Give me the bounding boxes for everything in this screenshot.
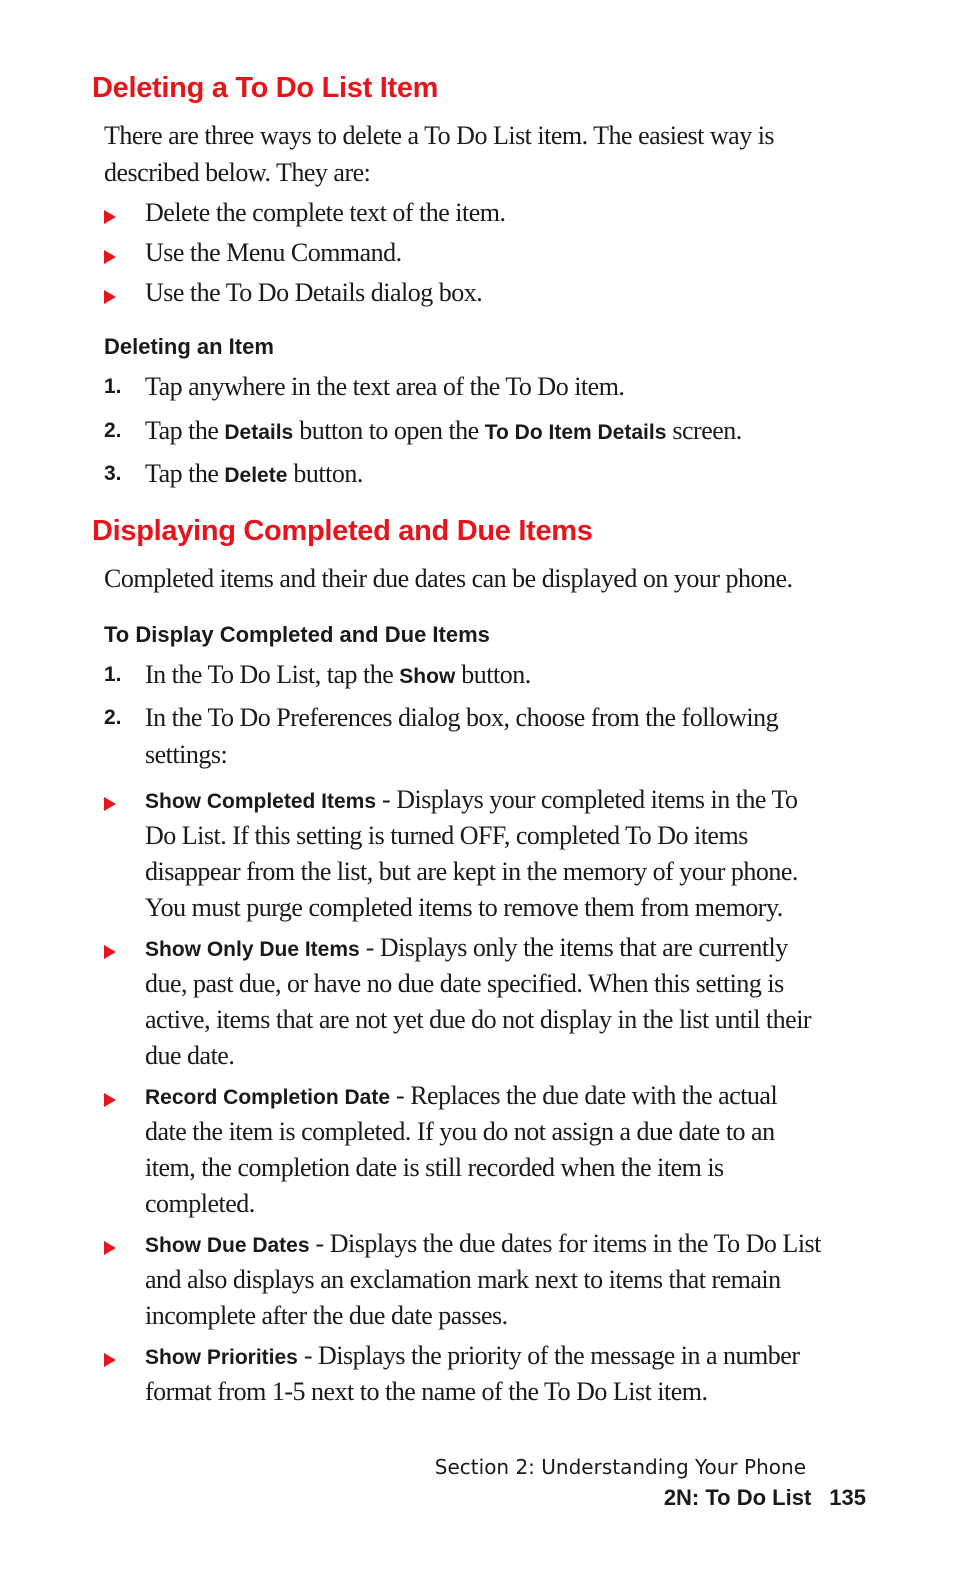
bullet-arrow-icon bbox=[104, 1241, 116, 1255]
details-label: Details bbox=[224, 421, 294, 444]
option-text: Do List. If this setting is turned OFF, completed To Do items bbox=[145, 821, 748, 850]
option-text: format from 1-5 next to the name of the To Do List item. bbox=[145, 1377, 708, 1406]
step-text: Tap anywhere in the text area of the To Do item. bbox=[145, 372, 625, 401]
bullet-arrow-icon bbox=[104, 1353, 116, 1367]
bullet-arrow-icon bbox=[104, 1093, 116, 1107]
option-text: Show Only Due Items - Displays only the items that are currently bbox=[145, 933, 788, 962]
option-text: Show Due Dates - Displays the due dates for items in the To Do List bbox=[145, 1229, 821, 1258]
show-label: Show bbox=[399, 665, 456, 688]
option-text: Show Priorities - Displays the priority of the message in a number bbox=[145, 1341, 800, 1370]
step-text: In the To Do Preferences dialog box, choose from the following bbox=[145, 703, 779, 732]
details-screen-label: To Do Item Details bbox=[484, 421, 667, 444]
step-number: 3. bbox=[104, 462, 122, 485]
section2-intro: Completed items and their due dates can be displayed on your phone. bbox=[104, 564, 793, 593]
option-text: item, the completion date is still recorded when the item is bbox=[145, 1153, 724, 1182]
option-name: Record Completion Date bbox=[145, 1086, 391, 1109]
step-text: settings: bbox=[145, 740, 228, 769]
bullet-arrow-icon bbox=[104, 250, 116, 264]
delete-label: Delete bbox=[224, 464, 288, 487]
option-text: You must purge completed items to remove them from memory. bbox=[145, 893, 783, 922]
option-text: Show Completed Items - Displays your completed items in the To bbox=[145, 785, 798, 814]
subheading-display-items: To Display Completed and Due Items bbox=[104, 622, 490, 647]
bullet-arrow-icon bbox=[104, 290, 116, 304]
option-text: due date. bbox=[145, 1041, 235, 1070]
bullet-arrow-icon bbox=[104, 945, 116, 959]
bullet-text: Use the Menu Command. bbox=[145, 238, 402, 267]
intro-line-2: described below. They are: bbox=[104, 158, 371, 187]
footer-chapter bbox=[664, 1485, 866, 1511]
step-text: In the To Do List, tap the Show button. bbox=[145, 660, 531, 689]
intro-line-1: There are three ways to delete a To Do List item. The easiest way is bbox=[104, 121, 775, 150]
page-number: 135 bbox=[829, 1485, 866, 1510]
bullet-arrow-icon bbox=[104, 210, 116, 224]
footer-chapter-title: 2N: To Do List bbox=[663, 1485, 812, 1510]
option-text: active, items that are not yet due do not display in the list until their bbox=[145, 1005, 812, 1034]
option-name: Show Due Dates bbox=[145, 1234, 310, 1257]
bullet-text: Use the To Do Details dialog box. bbox=[145, 278, 483, 307]
step-text: Tap the Details button to open the To Do Item Details screen. bbox=[145, 416, 742, 445]
option-name: Show Only Due Items bbox=[145, 938, 360, 961]
heading-deleting-item: Deleting a To Do List Item bbox=[92, 72, 439, 104]
option-text: date the item is completed. If you do not assign a due date to an bbox=[145, 1117, 775, 1146]
step-number: 2. bbox=[104, 419, 122, 442]
option-text: disappear from the list, but are kept in the memory of your phone. bbox=[145, 857, 798, 886]
option-text: completed. bbox=[145, 1189, 255, 1218]
step-text: Tap the Delete button. bbox=[145, 459, 363, 488]
bullet-text: Delete the complete text of the item. bbox=[145, 198, 506, 227]
option-name: Show Priorities bbox=[145, 1346, 298, 1369]
subheading-deleting-an-item: Deleting an Item bbox=[104, 334, 274, 359]
heading-displaying-items: Displaying Completed and Due Items bbox=[92, 515, 593, 547]
option-text: Record Completion Date - Replaces the due date with the actual bbox=[145, 1081, 778, 1110]
step-number: 2. bbox=[104, 706, 122, 729]
bullet-arrow-icon bbox=[104, 797, 116, 811]
footer-section: Section 2: Understanding Your Phone bbox=[434, 1455, 806, 1479]
step-number: 1. bbox=[104, 663, 122, 686]
option-text: and also displays an exclamation mark next to items that remain bbox=[145, 1265, 781, 1294]
option-name: Show Completed Items bbox=[145, 790, 377, 813]
step-number: 1. bbox=[104, 375, 122, 398]
option-text: incomplete after the due date passes. bbox=[145, 1301, 508, 1330]
option-text: due, past due, or have no due date specified. When this setting is bbox=[145, 969, 784, 998]
